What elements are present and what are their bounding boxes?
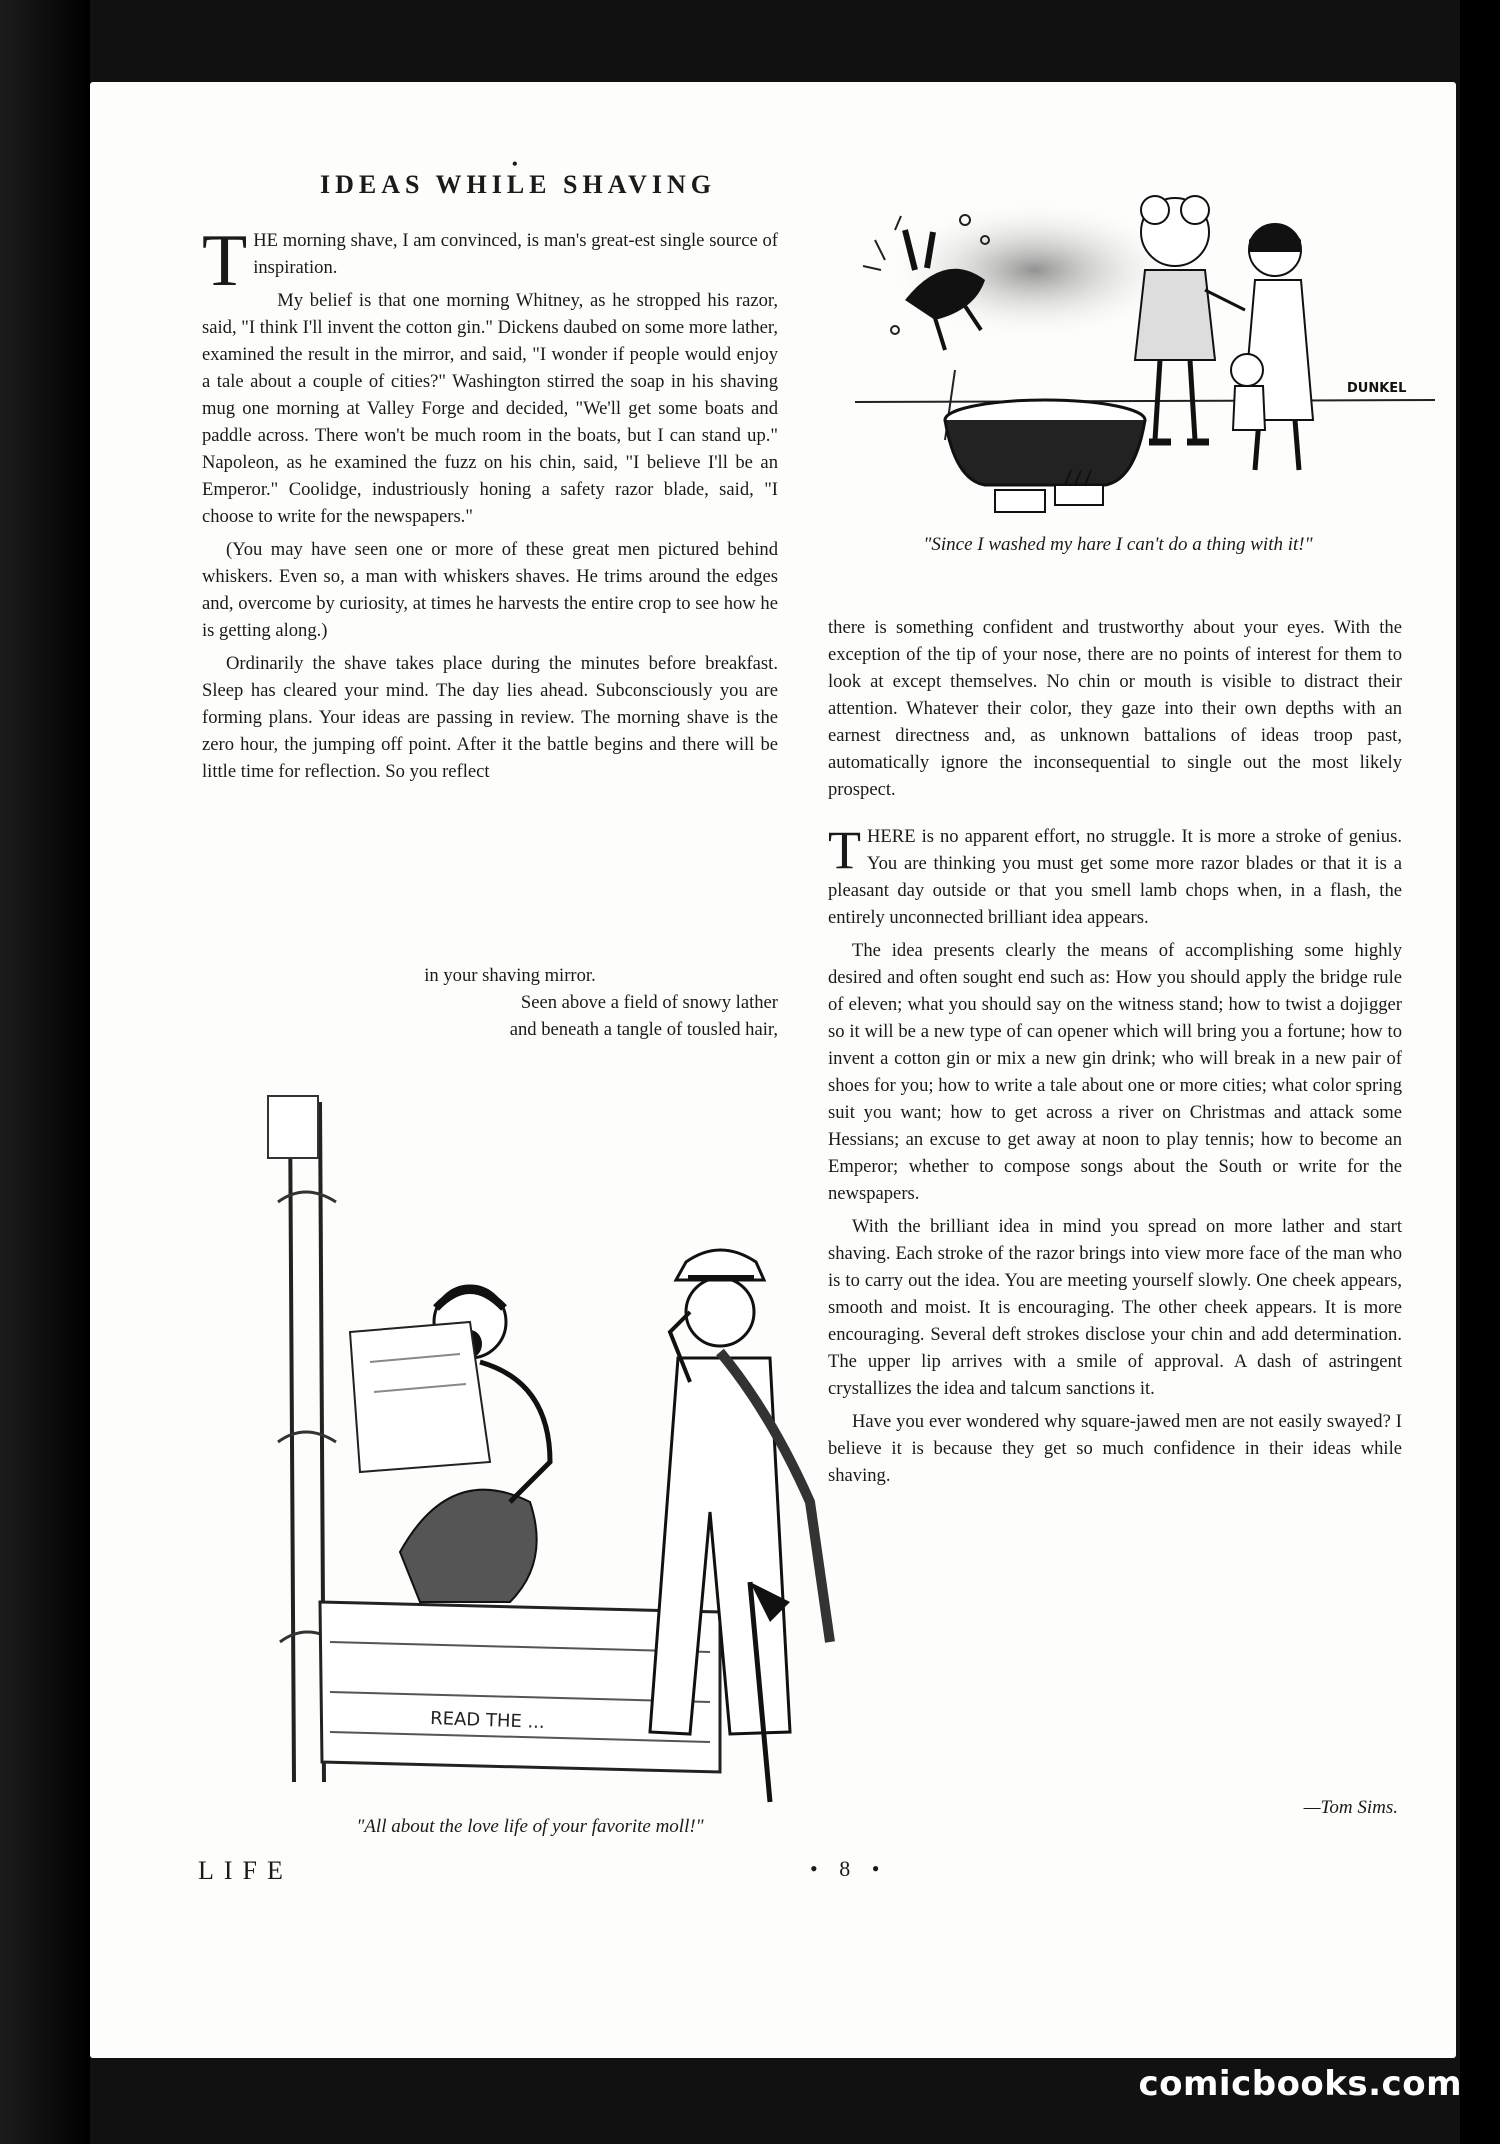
bottom-cartoon-caption: "All about the love life of your favorite moll!" (356, 1816, 704, 1837)
cartoon-rabbit-bath (835, 180, 1455, 520)
paragraph-6-text: HERE is no apparent effort, no struggle. It is more a stroke of genius. You are thinking you must get some more razor blades or that it is a pleasant day outside or that you smell lamb chops when, in a flash, the entirely unconnected brilliant idea appears. (828, 826, 1402, 928)
paragraph-1-text: HE morning shave, I am convinced, is man's great-est single source of inspiration. (253, 230, 778, 278)
magazine-masthead: LIFE (198, 1856, 293, 1885)
paragraph-2: My belief is that one morning Whitney, as he stropped his razor, said, "I think I'll invent the cotton gin." Dickens daubed on some more lather, examined the result in the mirror, and said, "I wonder if people would enjoy a tale about a couple of cities?" Washington stirred the soap in his shaving mug one morning at Valley Forge and decided, "We'll get some boats and paddle across. There won't be much room in the boats, but I can stand up." Napoleon, as he examined the fuzz on his chin, said, "I believe I'll be an Emperor." Coolidge, industriously honing a safety razor blade, said, "I choose to write for the newspapers." (202, 290, 778, 527)
page-number: • 8 • (810, 1856, 888, 1881)
paragraph-9: Have you ever wondered why square-jawed men are not easily swayed? I believe it is because they get so much confidence in their ideas while shaving. (828, 1411, 1402, 1486)
left-column (202, 220, 778, 791)
drop-cap-2: T (828, 820, 861, 880)
paragraph-6 (828, 820, 1402, 931)
paragraph-7: The idea presents clearly the means of accomplishing some highly desired and often sought end such as: How you should apply the bridge rule of eleven; what you should say on the witness stand; how to twist a dojigger so it will be a new type of can opener which will bring you a fortune; how to invent a cotton gin or mix a new gin drink; who will break in a new pair of shoes for you; how to write a tale about one or more cities; what color spring suit you want; how to get across a river on Christmas and attack some Hessians; an excuse to get away at noon to play tennis; how to become an Emperor; whether to compose songs about the South or write for the newspapers. (828, 940, 1402, 1204)
paragraph-1 (202, 220, 778, 302)
paragraph-3: (You may have seen one or more of these great men pictured behind whiskers. Even so, a man with whiskers shaves. He trims around the edges and, overcome by curiosity, at times he harvests the entire crop to see how he is getting along.) (202, 539, 778, 641)
right-column (828, 614, 1402, 1495)
drop-cap: T (202, 220, 248, 302)
top-cartoon-caption: "Since I washed my hare I can't do a thing with it!" (923, 534, 1313, 555)
artist-signature-dunkel: DUNKEL (1347, 381, 1407, 396)
left-binding-shadow (0, 0, 90, 2144)
right-binding-shadow (1460, 0, 1500, 2144)
cartoon-newsstand (250, 1082, 910, 1808)
newsstand-sign-text: READ THE ... (429, 1708, 546, 1733)
left-column-tail (402, 962, 778, 1043)
magazine-page (90, 82, 1456, 2058)
author-signature: —Tom Sims. (1303, 1797, 1398, 1818)
paragraph-5-continuation: there is something confident and trustworthy about your eyes. With the exception of the tip of your nose, there are no points of interest for them to look at except themselves. No chin or mouth is visible to distract their attention. Whatever their color, they gaze into their own depths with an earnest directness and, as unknown battalions of ideas troop past, automatically ignore the inconsequential to single out the most likely prospect. (828, 617, 1402, 800)
paragraph-5-line-1: Seen above a field of snowy lather (520, 992, 778, 1013)
article-title (258, 156, 778, 200)
paragraph-8: With the brilliant idea in mind you spread on more lather and start shaving. Each stroke of the razor brings into view more face of the man who is to carry out the idea. You are meeting yourself slowly. One cheek appears, smooth and moist. It is encouraging. The other cheek appears. It is more encouraging. Several deft strokes disclose your chin and add determination. The upper lip arrives with a smile of approval. A dash of astringent crystallizes the idea and talcum sanctions it. (828, 1216, 1402, 1399)
source-watermark: comicbooks.com (1138, 2064, 1462, 2104)
paragraph-4-tail: in your shaving mirror. (424, 965, 596, 986)
paragraph-5-line-2: and beneath a tangle of tousled hair, (509, 1019, 778, 1040)
title-text: IDEAS WHILE SHAVING (319, 170, 717, 199)
title-ornament: • (512, 156, 523, 173)
paragraph-4: Ordinarily the shave takes place during the minutes before breakfast. Sleep has cleared your mind. The day lies ahead. Subconsciously you are forming plans. Your ideas are passing in review. The morning shave is the zero hour, the jumping off point. After it the battle begins and there will be little time for reflection. So you reflect (202, 653, 778, 782)
